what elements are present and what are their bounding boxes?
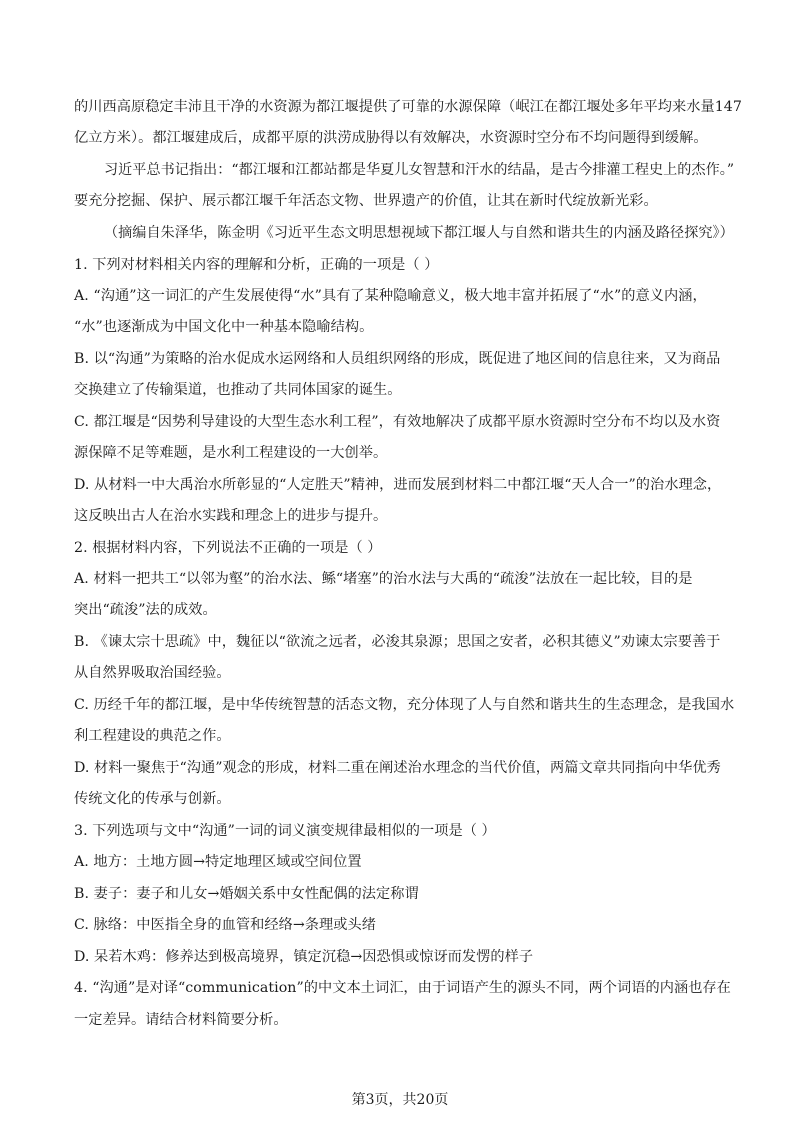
page-number: 第3页，共20页 [351, 1092, 449, 1108]
question-3-option-d: D. 呆若木鸡：修养达到极高境界，镇定沉稳→因恐惧或惊讶而发愣的样子 [74, 949, 534, 965]
question-3-option-b: B. 妻子：妻子和儿女→婚姻关系中女性配偶的法定称谓 [74, 886, 419, 902]
question-1-option-a-cont: “水”也逐渐成为中国文化中一种基本隐喻结构。 [74, 319, 374, 335]
passage-source: （摘编自朱泽华，陈金明《习近平生态文明思想视域下都江堰人与自然和谐共生的内涵及路径探究》） [104, 225, 734, 241]
question-2-option-b-cont: 从自然界吸取治国经验。 [74, 665, 231, 681]
question-2-option-c: C. 历经千年的都江堰，是中华传统智慧的活态文物，充分体现了人与自然和谐共生的生态理念，是我国水 [74, 697, 735, 713]
question-2-option-d-cont: 传统文化的传承与创新。 [74, 791, 231, 807]
question-1-option-b-cont: 交换建立了传输渠道，也推动了共同体国家的诞生。 [74, 382, 402, 398]
question-2-option-c-cont: 利工程建设的典范之作。 [74, 728, 231, 744]
passage-line: 的川西高原稳定丰沛且干净的水资源为都江堰提供了可靠的水源保障（岷江在都江堰处多年平均来水量147 [74, 99, 742, 115]
question-3-option-a: A. 地方：土地方圆→特定地理区域或空间位置 [74, 854, 362, 870]
passage-line: 要充分挖掘、保护、展示都江堰千年活态文物、世界遗产的价值，让其在新时代绽放新光彩。 [74, 193, 658, 209]
question-1-stem: 1. 下列对材料相关内容的理解和分析，正确的一项是（ ） [74, 257, 439, 273]
question-1-option-b: B. 以“沟通”为策略的治水促成水运网络和人员组织网络的形成，既促进了地区间的信息往来，又为商品 [74, 351, 721, 367]
question-1-option-c: C. 都江堰是“因势利导建设的大型生态水利工程”，有效地解决了成都平原水资源时空分布不均以及水资 [74, 414, 721, 430]
passage-line: 习近平总书记指出：“都江堰和江都站都是华夏儿女智慧和汗水的结晶，是古今排灌工程史上的杰作。” [104, 162, 735, 178]
question-4-stem-cont: 一定差异。请结合材料简要分析。 [74, 1012, 288, 1028]
question-1-option-c-cont: 源保障不足等难题，是水利工程建设的一大创举。 [74, 445, 388, 461]
question-2-stem: 2. 根据材料内容，下列说法不正确的一项是（ ） [74, 540, 382, 556]
question-1-option-d-cont: 这反映出古人在治水实践和理念上的进步与提升。 [74, 508, 388, 524]
question-1-option-d: D. 从材料一中大禹治水所彰显的“人定胜天”精神，进而发展到材料二中都江堰“天人合一”的治水理念， [74, 477, 722, 493]
passage-line: 亿立方米）。都江堰建成后，成都平原的洪涝成胁得以有效解决，水资源时空分布不均问题得到缓解。 [74, 130, 708, 146]
question-2-option-b: B. 《谏太宗十思疏》中，魏征以“欲流之远者，必浚其泉源；思国之安者，必积其德义”劝谏太宗要善于 [74, 634, 721, 650]
question-2-option-a: A. 材料一把共工“以邻为壑”的治水法、鲧“堵塞”的治水法与大禹的“疏浚”法放在一起比较，目的是 [74, 571, 693, 587]
question-2-option-d: D. 材料一聚焦于“沟通”观念的形成，材料二重在阐述治水理念的当代价值，两篇文章共同指向中华优秀 [74, 760, 721, 776]
question-1-option-a: A. “沟通”这一词汇的产生发展使得“水”具有了某种隐喻意义，极大地丰富并拓展了“水”的意义内涵， [74, 288, 707, 304]
question-3-option-c: C. 脉络：中医指全身的血管和经络→条理或头绪 [74, 917, 376, 933]
question-3-stem: 3. 下列选项与文中“沟通”一词的词义演变规律最相似的一项是（ ） [74, 823, 496, 839]
question-2-option-a-cont: 突出“疏浚”法的成效。 [74, 602, 217, 618]
question-4-stem: 4. “沟通”是对译“communication”的中文本土词汇，由于词语产生的源头不同，两个词语的内涵也存在 [74, 980, 731, 996]
